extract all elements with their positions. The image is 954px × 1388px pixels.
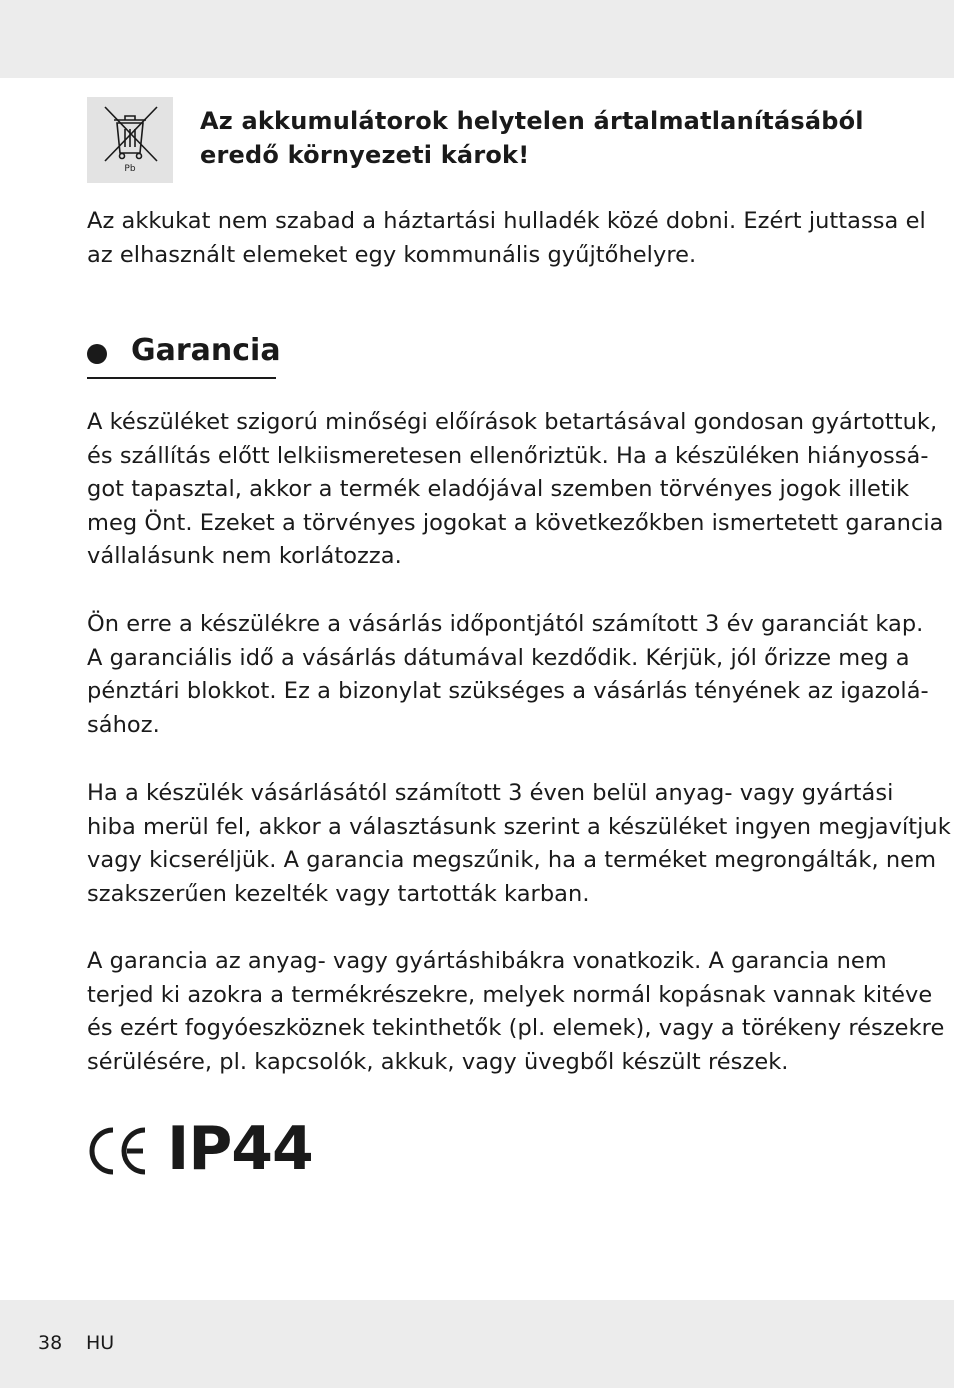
certification-marks: [87, 1114, 347, 1184]
text-line: meg Önt. Ezeket a törvényes jogokat a következőkben ismertetett garancia: [87, 509, 944, 536]
text-line: szakszerűen kezelték vagy tartották karban.: [87, 880, 590, 907]
warranty-paragraph-2: [87, 608, 929, 742]
header-band: [0, 0, 954, 78]
text-line: A garanciális idő a vásárlás dátumával kezdődik. Kérjük, jól őrizze meg a: [87, 644, 910, 671]
text-line: A garancia az anyag- vagy gyártáshibákra vonatkozik. A garancia nem: [87, 948, 887, 974]
warranty-paragraph-1: [87, 406, 944, 574]
crossed-out-bin-icon-box: [87, 97, 173, 183]
text-line: sérülésére, pl. kapcsolók, akkuk, vagy üvegből készült részek.: [87, 1048, 789, 1075]
footer-band: [0, 1300, 954, 1388]
lead-label: Pb: [124, 164, 136, 174]
warning-title-line: Az akkumulátorok helytelen ártalmatlanításából: [200, 107, 864, 135]
text-line: pénztári blokkot. Ez a bizonylat szükséges a vásárlás tényének az igazolá-: [87, 678, 929, 705]
warranty-paragraph-3: [87, 777, 951, 911]
text-line: az elhasznált elemeket egy kommunális gyűjtőhelyre.: [87, 241, 697, 268]
text-line: és szállítás előtt lelkiismeretesen ellenőriztük. Ha a készüléken hiányossá-: [87, 442, 929, 469]
section-title: Garancia: [131, 333, 281, 368]
text-line: hiba merül fel, akkor a választásunk szerint a készüléket ingyen megjavítjuk: [87, 813, 951, 840]
ip-rating: IP44: [167, 1114, 313, 1184]
warning-title-line: eredő környezeti károk!: [200, 141, 530, 169]
text-line: Ha a készülék vásárlásától számított 3 éven belül anyag- vagy gyártási: [87, 780, 894, 806]
section-heading: [87, 333, 281, 379]
text-line: vállalásunk nem korlátozza.: [87, 543, 402, 570]
text-line: A készüléket szigorú minőségi előírások betartásával gondosan gyártottuk,: [87, 409, 938, 435]
text-line: Az akkukat nem szabad a háztartási hulladék közé dobni. Ezért juttassa el: [87, 208, 926, 234]
ce-mark-icon: [87, 1126, 149, 1176]
text-line: terjed ki azokra a termékrészekre, melyek normál kopásnak vannak kitéve: [87, 981, 933, 1008]
text-line: Ön erre a készülékre a vásárlás időpontjától számított 3 év garanciát kap.: [87, 611, 924, 637]
page-language: HU: [86, 1332, 115, 1354]
page-number: 38: [38, 1332, 63, 1354]
text-line: vagy kicseréljük. A garancia megszűnik, ha a terméket megrongálták, nem: [87, 847, 937, 874]
text-line: és ezért fogyóeszköznek tekinthetők (pl. elemek), vagy a törékeny részekre: [87, 1015, 945, 1042]
bullet-icon: [87, 344, 107, 364]
text-line: sához.: [87, 711, 160, 738]
warning-title: [200, 104, 900, 172]
text-line: got tapasztal, akkor a termék eladójával szemben törvényes jogok illetik: [87, 476, 910, 503]
warranty-paragraph-4: [87, 945, 945, 1079]
battery-disposal-paragraph: [87, 205, 926, 272]
